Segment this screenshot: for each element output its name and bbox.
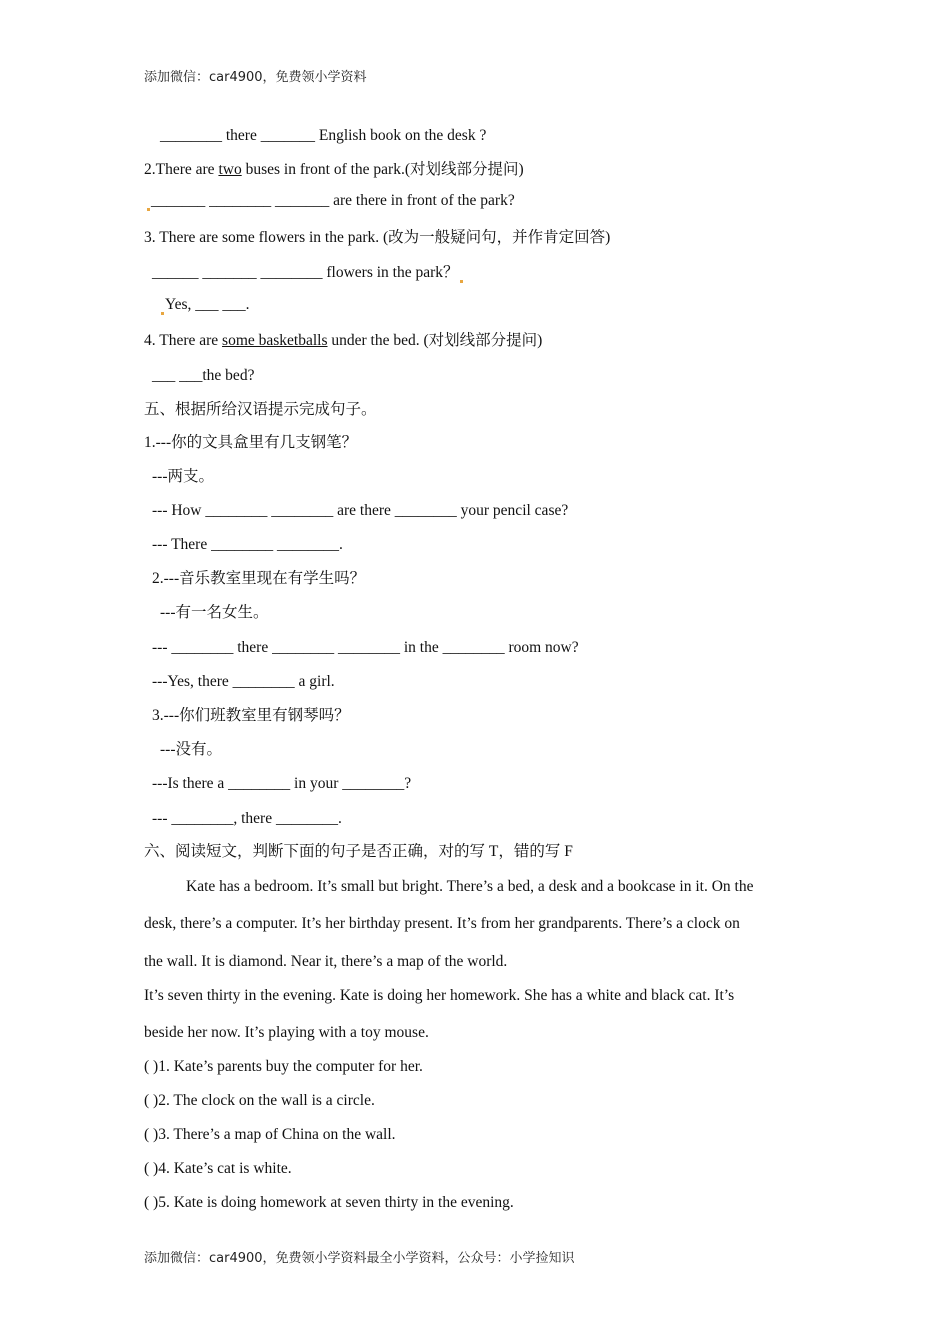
tf-item: ( )2. The clock on the wall is a circle. (144, 1092, 375, 1109)
tf-item: ( )4. Kate’s cat is white. (144, 1160, 292, 1177)
tf-item: ( )1. Kate’s parents buy the computer for her. (144, 1058, 423, 1075)
mark-dot (161, 312, 164, 315)
s5-fill-1a: --- How ________ ________ are there ________ your pencil case? (152, 502, 569, 519)
question-2: 2.There are two buses in front of the park.(对划线部分提问) (144, 161, 524, 178)
s5-hint-3: ---没有。 (160, 741, 222, 758)
passage-line: desk, there’s a computer. It’s her birthday present. It’s from her grandparents. There’s a clock on (144, 915, 740, 932)
underlined-word: two (218, 161, 242, 178)
s5-hint-2: ---有一名女生。 (160, 604, 269, 621)
s5-fill-2b: ---Yes, there ________ a girl. (152, 673, 335, 690)
underlined-words: some basketballs (222, 332, 328, 349)
answer-line: Yes, ___ ___. (160, 295, 250, 315)
tf-item: ( )5. Kate is doing homework at seven thirty in the evening. (144, 1194, 514, 1211)
question-3: 3. There are some flowers in the park. (改为一般疑问句，并作肯定回答) (144, 229, 611, 246)
passage-line: It’s seven thirty in the evening. Kate is doing her homework. She has a white and black cat. It’s (144, 987, 735, 1004)
section-5-title: 五、根据所给汉语提示完成句子。 (144, 401, 377, 418)
tf-item: ( )3. There’s a map of China on the wall. (144, 1126, 396, 1143)
s5-hint-1: ---两支。 (152, 468, 214, 485)
s5-question-1: 1.---你的文具盒里有几支钢笔？ (144, 434, 358, 451)
passage-line: the wall. It is diamond. Near it, there’s a map of the world. (144, 953, 508, 970)
passage-line: beside her now. It’s playing with a toy mouse. (144, 1024, 429, 1041)
s5-fill-3b: --- ________, there ________. (152, 810, 342, 827)
question-4: 4. There are some basketballs under the bed. (对划线部分提问) (144, 332, 543, 349)
fill-line: ________ there _______ English book on the desk ? (160, 127, 487, 144)
s5-question-2: 2.---音乐教室里现在有学生吗？ (152, 570, 366, 587)
fill-line: _______ ________ _______ are there in front of the park? (146, 191, 515, 211)
passage-line: Kate has a bedroom. It’s small but bright. There’s a bed, a desk and a bookcase in it. On the (186, 878, 754, 895)
fill-line: ___ ___the bed? (152, 367, 255, 384)
page-footer: 添加微信：car4900，免费领小学资料最全小学资料，公众号：小学捡知识 (144, 1251, 575, 1266)
mark-dot (147, 208, 150, 211)
fill-line: ______ _______ ________ flowers in the park？ (152, 263, 464, 283)
s5-fill-3a: ---Is there a ________ in your ________? (152, 775, 412, 792)
s5-fill-2a: --- ________ there ________ ________ in the ________ room now? (152, 639, 579, 656)
s5-fill-1b: --- There ________ ________. (152, 536, 343, 553)
section-6-title: 六、阅读短文，判断下面的句子是否正确，对的写 T，错的写 F (144, 843, 573, 860)
page-header: 添加微信：car4900，免费领小学资料 (144, 70, 367, 85)
mark-dot (460, 280, 463, 283)
s5-question-3: 3.---你们班教室里有钢琴吗？ (152, 707, 350, 724)
